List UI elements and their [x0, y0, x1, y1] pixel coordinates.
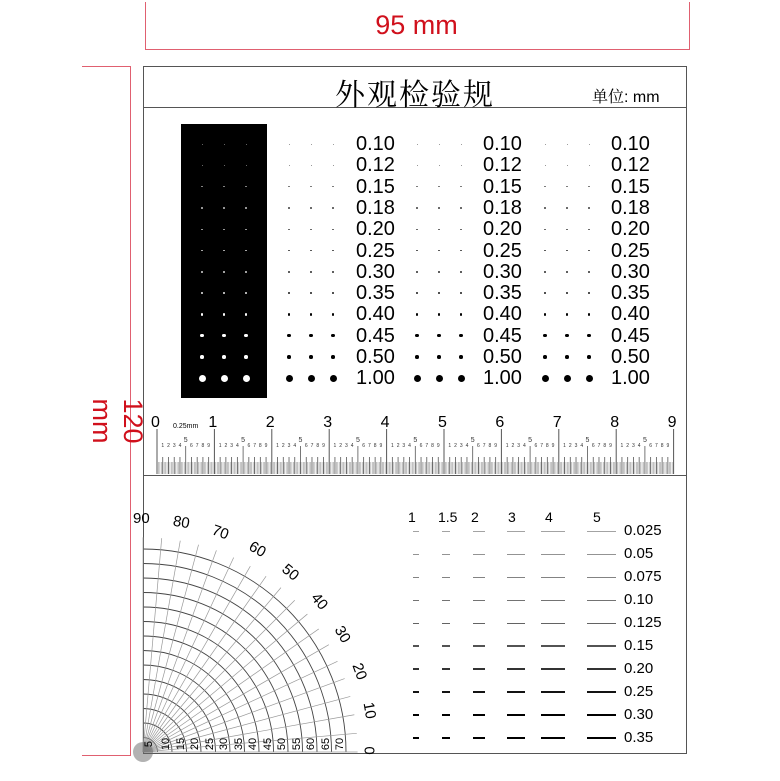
dot-size-label: 0.35: [356, 282, 395, 305]
ruler-major-label: 6: [495, 414, 505, 431]
gauge-line: [473, 577, 485, 578]
line-width-label: 0.075: [624, 568, 662, 585]
angle-label: 70: [209, 521, 232, 544]
svg-text:2: 2: [281, 443, 285, 449]
svg-text:7: 7: [425, 443, 429, 449]
dot-size-label: 0.15: [356, 175, 395, 198]
gauge-line: [413, 531, 419, 532]
dot-size-label: 0.50: [611, 346, 650, 368]
dot-size-label: 0.30: [483, 260, 522, 283]
dot-size-label: 0.20: [611, 218, 650, 241]
svg-text:1: 1: [448, 443, 452, 449]
svg-text:9: 9: [666, 443, 670, 449]
dot-size-label: 0.10: [611, 133, 650, 155]
dot-size-label: 0.10: [483, 133, 522, 155]
ruler-major-label: 7: [552, 414, 562, 431]
svg-text:9: 9: [379, 443, 383, 449]
svg-text:4: 4: [637, 443, 641, 449]
ruler-major-label: 0: [151, 414, 160, 431]
svg-text:4: 4: [350, 443, 354, 449]
svg-text:6: 6: [190, 443, 193, 449]
gauge-line: [413, 577, 419, 578]
svg-text:3: 3: [345, 443, 348, 449]
svg-text:4: 4: [293, 443, 297, 449]
gauge-line: [507, 645, 524, 646]
gauge-line: [507, 737, 524, 740]
line-width-label: 0.125: [624, 614, 662, 631]
svg-text:8: 8: [431, 443, 434, 449]
gauge-line: [587, 691, 616, 693]
svg-text:9: 9: [264, 443, 268, 449]
svg-text:8: 8: [201, 443, 205, 449]
radius-label: 5: [142, 740, 155, 748]
length-header: 1.5: [438, 509, 458, 525]
gauge-line: [473, 645, 485, 646]
svg-text:2: 2: [626, 443, 630, 449]
line-width-label: 0.35: [624, 729, 654, 746]
gauge-line: [442, 645, 451, 646]
dot-size-label: 0.25: [611, 239, 650, 262]
dot-size-label: 0.45: [356, 324, 395, 347]
dot-size-label: 0.25: [356, 239, 395, 262]
svg-text:9: 9: [207, 443, 211, 449]
ruler-major-label: 8: [610, 414, 620, 431]
gauge-line: [587, 668, 616, 670]
svg-text:5: 5: [642, 437, 647, 444]
radius-label: 25: [203, 737, 216, 751]
gauge-line: [413, 714, 419, 716]
dot-size-label: 0.12: [483, 154, 522, 177]
gauge-line: [587, 645, 616, 646]
ruler-major-label: 2: [265, 414, 275, 431]
ruler-major-label: 9: [667, 414, 677, 431]
svg-text:7: 7: [597, 443, 601, 449]
line-width-label: 0.25: [624, 683, 654, 700]
ruler-major-label: 4: [380, 414, 390, 431]
gauge-line: [442, 600, 451, 601]
gauge-line: [587, 554, 616, 555]
radius-label: 65: [319, 737, 332, 751]
gauge-line: [587, 623, 616, 624]
svg-text:7: 7: [367, 443, 371, 449]
svg-text:8: 8: [488, 443, 492, 449]
svg-text:8: 8: [258, 443, 262, 449]
svg-text:6: 6: [649, 443, 653, 449]
dot-size-label: 0.20: [356, 218, 395, 241]
gauge-line: [473, 691, 485, 693]
gauge-line: [541, 737, 564, 740]
angle-label: 30: [330, 623, 354, 646]
svg-text:9: 9: [609, 443, 612, 449]
svg-text:1: 1: [333, 443, 337, 449]
angle-label: 0: [360, 746, 378, 755]
radius-label: 45: [261, 737, 274, 751]
dot-size-label: 0.35: [611, 282, 650, 305]
svg-text:4: 4: [235, 443, 239, 449]
svg-text:2: 2: [454, 443, 457, 449]
svg-text:3: 3: [287, 443, 291, 449]
svg-text:5: 5: [298, 437, 303, 444]
svg-text:6: 6: [477, 443, 480, 449]
gauge-line: [541, 623, 564, 624]
gauge-line: [587, 600, 616, 601]
length-header: 3: [508, 509, 516, 525]
unit-label: 单位: mm: [592, 89, 660, 106]
svg-text:6: 6: [247, 443, 251, 449]
dot-size-label: 0.18: [356, 196, 395, 219]
gauge-line: [507, 668, 524, 670]
svg-text:9: 9: [551, 443, 555, 449]
svg-text:5: 5: [528, 437, 533, 444]
line-width-label: 0.20: [624, 660, 654, 677]
gauge-line: [541, 600, 564, 601]
length-header: 4: [545, 509, 553, 525]
svg-text:1: 1: [161, 443, 165, 449]
dot-size-label: 1.00: [483, 367, 522, 390]
dot-size-label: 0.45: [611, 324, 650, 347]
svg-text:3: 3: [459, 443, 463, 449]
length-header: 1: [408, 509, 416, 525]
svg-text:8: 8: [316, 443, 320, 449]
svg-text:2: 2: [167, 443, 170, 449]
gauge-line: [541, 554, 564, 555]
dot-size-label: 0.25: [483, 239, 522, 262]
svg-text:4: 4: [408, 443, 411, 449]
dot-size-label: 0.30: [611, 260, 650, 283]
radius-label: 50: [276, 737, 289, 751]
svg-text:7: 7: [482, 443, 486, 449]
line-width-label: 0.05: [624, 545, 654, 562]
svg-text:7: 7: [540, 443, 543, 449]
gauge-line: [413, 668, 419, 670]
dot-size-label: 0.10: [356, 133, 395, 155]
radius-label: 20: [189, 737, 202, 751]
gauge-line: [413, 623, 419, 624]
svg-text:3: 3: [402, 443, 406, 449]
radius-label: 15: [174, 737, 187, 751]
radius-label: 60: [305, 737, 318, 751]
svg-text:6: 6: [419, 443, 423, 449]
height-dimension-label: 120 mm: [87, 398, 148, 444]
gauge-line: [442, 554, 451, 555]
gauge-line: [442, 577, 451, 578]
svg-text:8: 8: [545, 443, 549, 449]
svg-text:9: 9: [322, 443, 325, 449]
gauge-line: [413, 554, 419, 555]
length-header: 2: [471, 509, 479, 525]
dot-size-label: 0.18: [611, 196, 650, 219]
svg-text:8: 8: [660, 443, 664, 449]
gauge-line: [413, 645, 419, 646]
radius-label: 10: [160, 737, 173, 751]
svg-text:2: 2: [511, 443, 515, 449]
svg-text:8: 8: [603, 443, 607, 449]
angle-label: 10: [359, 700, 380, 720]
gauge-line: [541, 668, 564, 670]
dot-size-label: 0.50: [483, 346, 522, 368]
angle-label: 90: [133, 510, 150, 527]
gauge-line: [473, 623, 485, 624]
svg-text:5: 5: [183, 437, 188, 444]
svg-text:3: 3: [632, 443, 635, 449]
gauge-line: [442, 668, 451, 670]
gauge-line: [442, 531, 451, 532]
svg-text:1: 1: [390, 443, 394, 449]
svg-text:4: 4: [178, 443, 182, 449]
svg-text:6: 6: [591, 443, 595, 449]
gauge-line: [413, 600, 419, 601]
gauge-line: [473, 714, 485, 716]
svg-text:7: 7: [195, 443, 199, 449]
line-width-label: 0.15: [624, 637, 654, 654]
radius-label: 40: [247, 737, 260, 751]
svg-text:1: 1: [276, 443, 279, 449]
ruler-major-label: 3: [323, 414, 333, 431]
dot-size-label: 0.12: [611, 154, 650, 177]
svg-text:2: 2: [568, 443, 572, 449]
svg-text:5: 5: [470, 437, 475, 444]
dot-size-label: 0.15: [483, 175, 522, 198]
gauge-line: [413, 737, 419, 740]
angle-label: 60: [245, 538, 269, 562]
gauge-line: [541, 691, 564, 693]
gauge-line: [442, 714, 451, 716]
line-width-label: 0.30: [624, 706, 654, 723]
svg-text:4: 4: [580, 443, 584, 449]
dot-size-label: 0.40: [611, 303, 650, 326]
gauge-line: [442, 623, 451, 624]
gauge-line: [541, 577, 564, 578]
angle-label: 50: [278, 560, 303, 585]
gauge-line: [507, 554, 524, 555]
gauge-line: [587, 577, 616, 578]
line-width-label: 0.025: [624, 522, 662, 539]
svg-text:7: 7: [253, 443, 256, 449]
line-width-label: 0.10: [624, 591, 654, 608]
svg-text:1: 1: [218, 443, 222, 449]
gauge-line: [541, 645, 564, 646]
ruler-minor-note: 0.25mm: [173, 423, 199, 430]
svg-text:5: 5: [585, 437, 590, 444]
gauge-line: [473, 554, 485, 555]
svg-text:3: 3: [517, 443, 521, 449]
radius-label: 70: [334, 737, 347, 751]
dot-size-label: 0.50: [356, 346, 395, 368]
width-dimension-label: 95 mm: [375, 10, 458, 40]
dot-size-label: 0.45: [483, 324, 522, 347]
svg-text:1: 1: [563, 443, 566, 449]
page-title: 外观检验规: [335, 79, 495, 112]
dot-size-label: 1.00: [611, 367, 650, 390]
dot-size-label: 0.30: [356, 260, 395, 283]
gauge-line: [541, 714, 564, 716]
svg-text:3: 3: [574, 443, 578, 449]
gauge-line: [541, 531, 564, 532]
svg-text:3: 3: [230, 443, 234, 449]
svg-text:6: 6: [304, 443, 308, 449]
svg-text:1: 1: [505, 443, 509, 449]
gauge-line: [507, 691, 524, 693]
gauge-line: [587, 737, 616, 740]
svg-text:7: 7: [654, 443, 658, 449]
svg-text:5: 5: [241, 437, 246, 444]
dot-size-label: 0.18: [483, 196, 522, 219]
ruler-major-label: 5: [438, 414, 447, 431]
gauge-line: [473, 668, 485, 670]
angle-label: 40: [307, 589, 331, 614]
radius-label: 30: [218, 737, 231, 751]
gauge-line: [507, 531, 524, 532]
dot-size-label: 0.35: [483, 282, 522, 305]
svg-text:3: 3: [172, 443, 176, 449]
gauge-line: [507, 577, 524, 578]
dot-size-label: 0.40: [356, 303, 395, 326]
gauge-line: [587, 714, 616, 716]
radius-label: 35: [232, 737, 245, 751]
dot-size-label: 0.12: [356, 154, 395, 177]
svg-text:8: 8: [373, 443, 377, 449]
gauge-line: [507, 714, 524, 716]
svg-text:5: 5: [413, 437, 418, 444]
ruler-major-label: 1: [208, 414, 218, 431]
gauge-line: [507, 623, 524, 624]
dot-size-label: 1.00: [356, 367, 395, 390]
gauge-line: [442, 691, 451, 693]
svg-text:7: 7: [310, 443, 314, 449]
svg-text:9: 9: [436, 443, 440, 449]
gauge-line: [413, 691, 419, 693]
svg-text:6: 6: [534, 443, 538, 449]
radius-label: 55: [290, 737, 303, 751]
svg-text:2: 2: [224, 443, 228, 449]
gauge-line: [473, 600, 485, 601]
svg-text:1: 1: [620, 443, 624, 449]
angle-label: 80: [171, 512, 192, 532]
svg-text:6: 6: [362, 443, 366, 449]
angle-label: 20: [348, 660, 371, 682]
svg-text:4: 4: [522, 443, 526, 449]
gauge-line: [473, 737, 485, 740]
svg-text:2: 2: [339, 443, 343, 449]
length-header: 5: [593, 509, 601, 525]
gauge-line: [442, 737, 451, 740]
dot-size-label: 0.15: [611, 175, 650, 198]
svg-text:9: 9: [494, 443, 498, 449]
gauge-line: [507, 600, 524, 601]
dot-size-label: 0.20: [483, 218, 522, 241]
dot-size-label: 0.40: [483, 303, 522, 326]
svg-text:2: 2: [396, 443, 400, 449]
svg-text:5: 5: [355, 437, 360, 444]
gauge-line: [473, 531, 485, 532]
gauge-line: [587, 531, 616, 532]
svg-text:4: 4: [465, 443, 469, 449]
